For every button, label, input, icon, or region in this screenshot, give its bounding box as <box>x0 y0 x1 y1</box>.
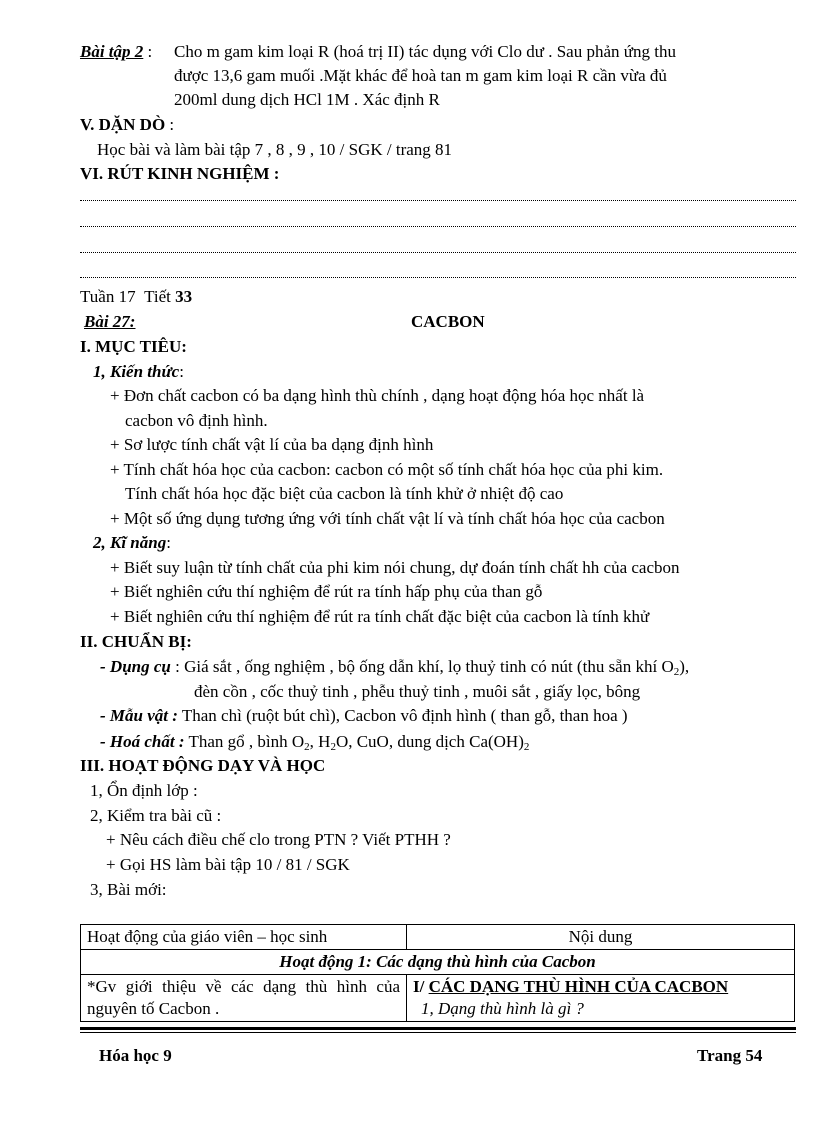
lesson-number: Bài 27: <box>84 312 136 331</box>
content-heading-prefix: I/ <box>413 977 429 996</box>
knowledge-colon: : <box>179 362 184 381</box>
knowledge-item-1: + Đơn chất cacbon có ba dạng hình thù chính , dạng hoạt động hóa học nhất là <box>110 386 645 405</box>
period-number: 33 <box>175 287 193 306</box>
knowledge-heading <box>93 361 184 383</box>
dotted-line <box>80 226 796 227</box>
footer-page-number: Trang 54 <box>697 1046 763 1065</box>
activity-title: Hoạt động 1: Các dạng thù hình của Cacbon <box>81 950 795 975</box>
check-old-lesson-label: 2, Kiểm tra bài cũ : <box>90 806 222 825</box>
exercise-2-line-1 <box>80 41 152 63</box>
section-1-title: I. MỤC TIÊU: <box>80 337 187 356</box>
exercise-2-separator: : <box>143 42 153 61</box>
footer-rule-thin <box>80 1032 796 1033</box>
section-3-item-2b: + Gọi HS làm bài tập 10 / 81 / SGK <box>106 855 350 874</box>
skills-item-2: + Biết nghiên cứu thí nghiệm để rút ra tính hấp phụ của than gỗ <box>110 582 543 601</box>
section-3-item-1: 1, Ổn định lớp : <box>90 781 198 800</box>
chemicals-text-1: Than gổ , bình O <box>184 732 305 751</box>
skills-colon: : <box>166 533 171 552</box>
chemicals-label: - Hoá chất : <box>100 732 185 751</box>
skills-item-1: + Biết suy luận từ tính chất của phi kim nói chung, dự đoán tính chất hh của cacbon <box>110 558 680 577</box>
section-5-text: Học bài và làm bài tập 7 , 8 , 9 , 10 / SGK / trang 81 <box>97 140 453 159</box>
exercise-2-label: Bài tập 2 <box>80 42 144 61</box>
knowledge-item-2: + Sơ lược tính chất vật lí của ba dạng định hình <box>110 435 434 454</box>
section-6-title: VI. RÚT KINH NGHIỆM : <box>80 164 280 183</box>
chemicals-text-3: O, CuO, dung dịch Ca(OH) <box>335 732 524 751</box>
lesson-week-period <box>80 286 192 308</box>
section-3-item-3: 3, Bài mới: <box>90 880 167 899</box>
activity-table <box>80 924 795 1022</box>
skills-item-3: + Biết nghiên cứu thí nghiệm để rút ra tính chất đặc biệt của cacbon là tính khử <box>110 607 650 626</box>
table-header-right: Nội dung <box>407 925 795 950</box>
section-3-item-2a: + Nêu cách điều chế clo trong PTN ? Viết PTHH ? <box>106 830 451 849</box>
tools-label: - Dụng cụ <box>100 657 171 676</box>
table-activity-row <box>81 950 795 975</box>
section-3-title: III. HOẠT ĐỘNG DẠY VÀ HỌC <box>80 756 326 775</box>
dotted-line <box>80 277 796 278</box>
sample-line <box>100 705 628 727</box>
section-5-colon: : <box>165 115 175 134</box>
sample-text: Than chì (ruột bút chì), Cacbon vô định hình ( than gỗ, than hoa ) <box>177 706 628 725</box>
footer-subject: Hóa học 9 <box>99 1046 172 1065</box>
content-heading <box>413 976 788 998</box>
tools-text: : Giá sắt , ống nghiệm , bộ ống dẫn khí, lọ thuỷ tinh có nút (thu sẵn khí O <box>170 657 674 676</box>
footer-rule-thick <box>80 1027 796 1030</box>
teacher-activity-cell: *Gv giới thiệu về các dạng thù hình của nguyên tố Cacbon . <box>81 975 407 1022</box>
sample-label: - Mẫu vật : <box>100 706 178 725</box>
exercise-2-text-1: Cho m gam kim loại R (hoá trị II) tác dụng với Clo dư . Sau phản ứng thu <box>174 42 676 61</box>
chemicals-sub-2: 2 <box>330 741 336 753</box>
table-row <box>81 975 795 1022</box>
section-3-item-2 <box>90 805 221 827</box>
period-label: Tiết <box>144 287 171 306</box>
content-heading-text: CÁC DẠNG THÙ HÌNH CỦA CACBON <box>428 977 729 996</box>
content-cell <box>407 975 795 1022</box>
tools-subscript: 2 <box>673 666 680 678</box>
table-header-left: Hoạt động của giáo viên – học sinh <box>81 925 407 950</box>
dotted-line <box>80 200 796 201</box>
table-header-row <box>81 925 795 950</box>
section-5-title: V. DẶN DÒ <box>80 115 166 134</box>
chemicals-sub-3: 2 <box>523 741 530 753</box>
knowledge-item-3: + Tính chất hóa học của cacbon: cacbon có một số tính chất hóa học của phi kim. <box>110 460 664 479</box>
skills-label: 2, Kĩ năng <box>93 533 167 552</box>
knowledge-item-3-cont: Tính chất hóa học đặc biệt của cacbon là tính khử ở nhiệt độ cao <box>125 484 564 503</box>
week-label: Tuần 17 <box>80 287 136 306</box>
content-subheading: 1, Dạng thù hình là gì ? <box>421 999 584 1018</box>
knowledge-item-1-cont: cacbon vô định hình. <box>125 411 268 430</box>
tools-text-end: ), <box>679 657 690 676</box>
section-5-heading <box>80 114 174 136</box>
chemicals-text-2: , H <box>309 732 331 751</box>
chemicals-sub-1: 2 <box>304 741 310 753</box>
chemicals-line <box>100 731 529 753</box>
lesson-title: CACBON <box>411 312 485 331</box>
section-2-title: II. CHUẨN BỊ: <box>80 632 192 651</box>
exercise-2-text-3: 200ml dung dịch HCl 1M . Xác định R <box>174 90 440 109</box>
tools-text-cont: đèn cồn , cốc thuỷ tinh , phễu thuỷ tinh , muôi sắt , giấy lọc, bông <box>194 682 641 701</box>
knowledge-label: 1, Kiến thức <box>93 362 180 381</box>
tools-line <box>100 656 689 678</box>
skills-heading <box>93 532 171 554</box>
dotted-line <box>80 252 796 253</box>
knowledge-item-4: + Một số ứng dụng tương ứng với tính chất vật lí và tính chất hóa học của cacbon <box>110 509 665 528</box>
exercise-2-text-2: được 13,6 gam muối .Mặt khác để hoà tan m gam kim loại R cần vừa đủ <box>174 66 667 85</box>
